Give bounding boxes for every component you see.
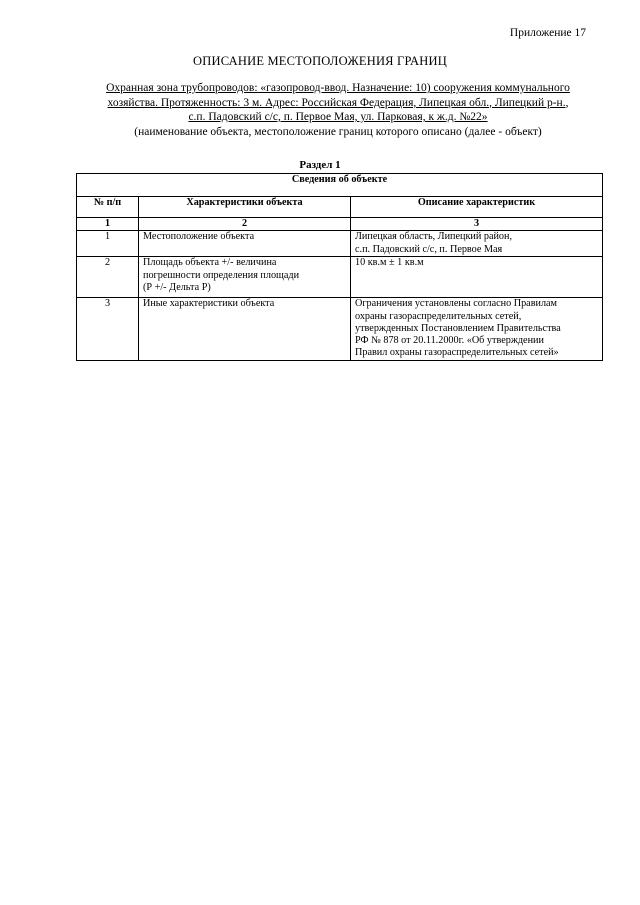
characteristic-line: погрешности определения площади <box>143 269 300 281</box>
characteristic-line: Местоположение объекта <box>143 231 255 243</box>
description-line: Ограничения установлены согласно Правилам <box>355 298 558 310</box>
description-line: Липецкая область, Липецкий район, <box>355 231 513 243</box>
object-line-3: с.п. Падовский с/с, п. Первое Мая, ул. Парковая, к ж.д. №22» <box>188 111 488 123</box>
table-row <box>77 231 603 257</box>
object-line-2: хозяйства. Протяженность: 3 м. Адрес: Российская Федерация, Липецкая обл., Липецкий р-н., <box>107 96 569 109</box>
column-header-num: № п/п <box>77 197 139 218</box>
row-description <box>351 231 603 257</box>
description-line: 10 кв.м ± 1 кв.м <box>355 257 424 269</box>
object-caption: (наименование объекта, местоположение границ которого описано (далее - объект) <box>134 125 542 138</box>
row-characteristic <box>139 231 351 257</box>
characteristic-line: Иные характеристики объекта <box>143 298 275 310</box>
row-number: 1 <box>77 231 139 257</box>
document-title: ОПИСАНИЕ МЕСТОПОЛОЖЕНИЯ ГРАНИЦ <box>193 54 447 68</box>
object-info-table <box>76 173 603 361</box>
description-line: Правил охраны газораспределительных сетей» <box>355 347 559 359</box>
row-number: 3 <box>77 298 139 361</box>
row-description <box>351 257 603 298</box>
table-row <box>77 298 603 361</box>
description-line: охраны газораспределительных сетей, <box>355 310 522 322</box>
column-header-description: Описание характеристик <box>351 197 603 218</box>
row-characteristic <box>139 257 351 298</box>
description-line: утвержденных Постановлением Правительства <box>355 322 561 334</box>
column-number-1: 1 <box>77 218 139 231</box>
table-caption-row <box>77 174 603 197</box>
section-title: Раздел 1 <box>299 159 341 171</box>
appendix-label: Приложение 17 <box>509 27 586 39</box>
characteristic-line: Площадь объекта +/- величина <box>143 257 277 269</box>
row-number: 2 <box>77 257 139 298</box>
column-number-2: 2 <box>139 218 351 231</box>
row-description <box>351 298 603 361</box>
object-description <box>74 81 602 139</box>
column-number-row <box>77 218 603 231</box>
table-row <box>77 257 603 298</box>
table-caption: Сведения об объекте <box>77 174 603 197</box>
table-header-row <box>77 197 603 218</box>
row-characteristic <box>139 298 351 361</box>
column-header-characteristic: Характеристики объекта <box>139 197 351 218</box>
characteristic-line: (Р +/- Дельта Р) <box>143 281 211 293</box>
column-number-3: 3 <box>351 218 603 231</box>
description-line: РФ № 878 от 20.11.2000г. «Об утверждении <box>355 335 544 347</box>
description-line: с.п. Падовский с/с, п. Первое Мая <box>355 243 503 255</box>
object-line-1: Охранная зона трубопроводов: «газопровод-ввод. Назначение: 10) сооружения коммунального <box>106 82 570 94</box>
